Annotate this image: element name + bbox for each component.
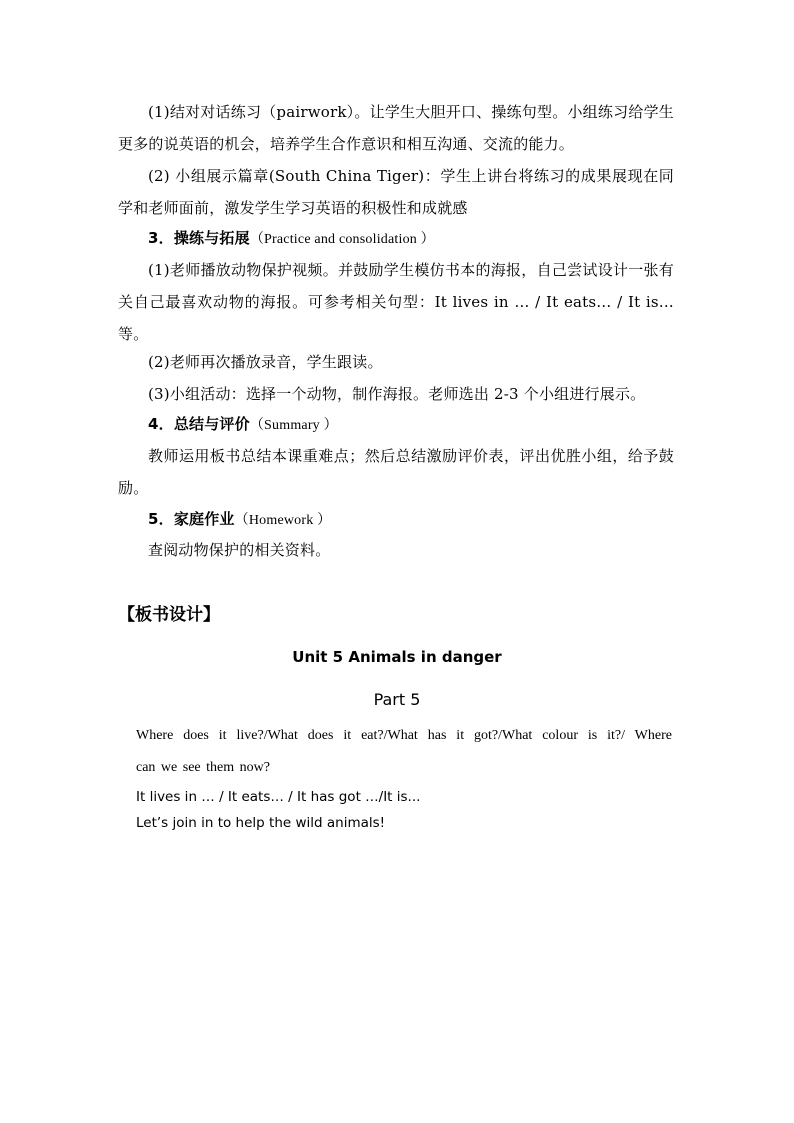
heading-summary-en: （Summary ）: [249, 418, 338, 433]
heading-homework-cn: 5．家庭作业: [148, 510, 235, 528]
unit-title: Unit 5 Animals in danger: [292, 648, 502, 666]
paragraph-summary: 教师运用板书总结本课重难点；然后总结激励评价表，评出优胜小组，给予鼓励。: [118, 447, 674, 497]
heading-homework-en: （Homework ）: [234, 513, 332, 528]
heading-homework: [118, 503, 674, 537]
heading-summary: [118, 408, 674, 442]
board-questions-line2: can we see them now?: [136, 760, 270, 775]
heading-practice-en: （Practice and consolidation ）: [249, 232, 435, 247]
paragraph-homework: 查阅动物保护的相关资料。: [148, 541, 331, 559]
board-questions-line1: Where does it live?/What does it eat?/What has it got?/What colour is it?/ Where: [136, 728, 672, 743]
paragraph-group-activity: (3)小组活动：选择一个动物，制作海报。老师选出 2-3 个小组进行展示。: [148, 385, 646, 403]
heading-practice-cn: 3．操练与拓展: [148, 229, 250, 247]
board-slogan: Let’s join in to help the wild animals!: [136, 815, 386, 831]
heading-summary-cn: 4．总结与评价: [148, 415, 250, 433]
paragraph-video: (1)老师播放动物保护视频。并鼓励学生模仿书本的海报，自己尝试设计一张有关自己最喜欢动物的海报。可参考相关句型：It lives in … / It eats… / It is…等。: [118, 261, 674, 343]
part-title: Part 5: [373, 690, 421, 709]
paragraph-replay: (2)老师再次播放录音，学生跟读。: [148, 353, 383, 371]
board-sentence-patterns: It lives in … / It eats… / It has got …/It is...: [136, 789, 421, 805]
board-design-title: 【板书设计】: [118, 605, 220, 625]
paragraph-pairwork: (1)结对对话练习（pairwork）。让学生大胆开口、操练句型。小组练习给学生更多的说英语的机会，培养学生合作意识和相互沟通、交流的能力。: [118, 103, 674, 153]
heading-practice: [118, 222, 674, 256]
paragraph-group-show: (2) 小组展示篇章(South China Tiger)：学生上讲台将练习的成果展现在同学和老师面前，激发学生学习英语的积极性和成就感: [118, 167, 674, 217]
